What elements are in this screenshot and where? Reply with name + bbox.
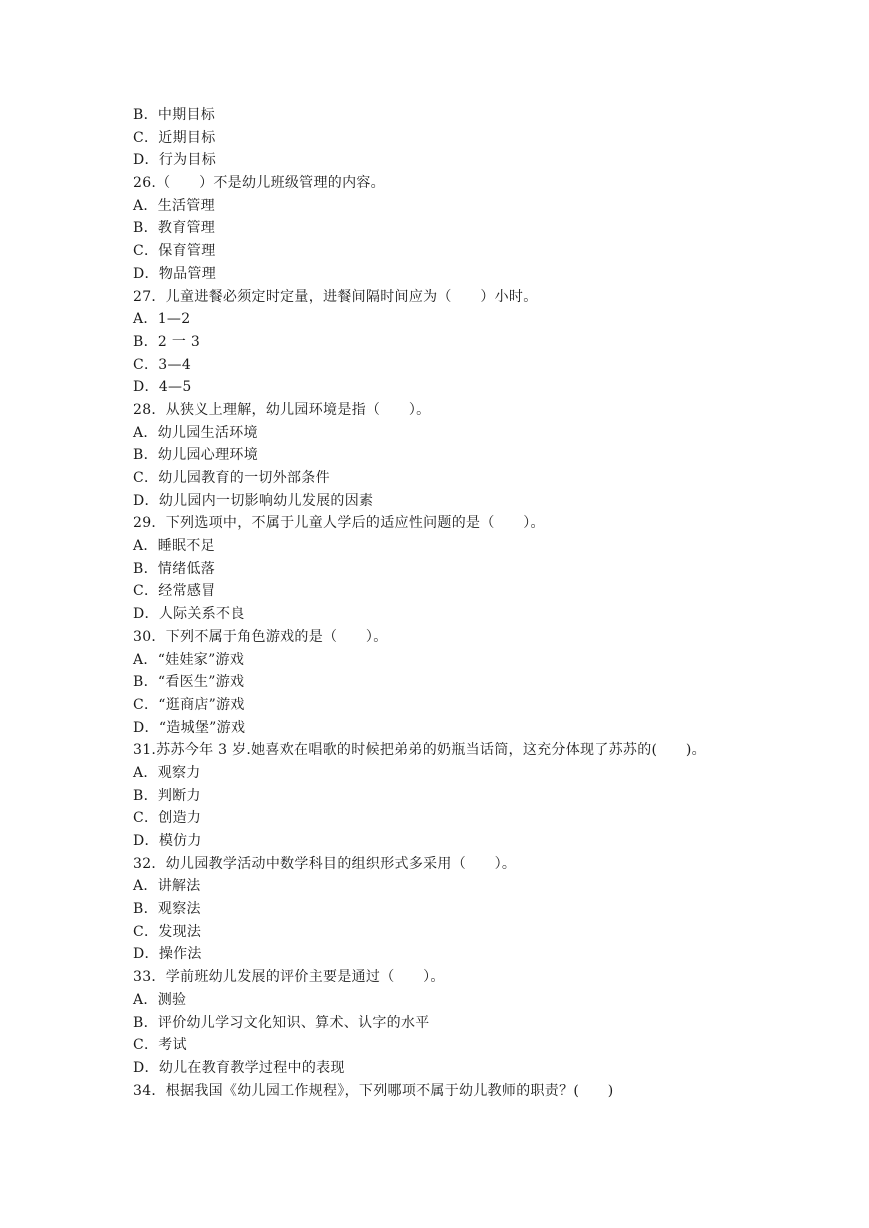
answer-option: C．近期目标: [133, 129, 216, 146]
question-text: 27．儿童进餐必须定时定量，进餐间隔时间应为（ ）小时。: [133, 288, 538, 305]
question-text: 30．下列不属于角色游戏的是（ ）。: [133, 628, 388, 645]
question-text: 29．下列选项中，不属于儿童人学后的适应性问题的是（ ）。: [133, 515, 545, 532]
answer-option: C．保育管理: [133, 243, 216, 260]
answer-option: A．测验: [133, 991, 187, 1008]
answer-option: D．4—5: [133, 379, 192, 396]
question-text: 34．根据我国《幼儿园工作规程》，下列哪项不属于幼儿教师的职责？( ): [133, 1082, 614, 1099]
answer-option: D．模仿力: [133, 833, 202, 849]
answer-option: A．“娃娃家”游戏: [133, 651, 245, 668]
answer-option: B．观察法: [133, 901, 201, 918]
question-list: [133, 104, 813, 1102]
question-text: 28．从狭义上理解，幼儿园环境是指（ ）。: [133, 401, 431, 418]
answer-option: C．幼儿园教育的一切外部条件: [133, 470, 330, 486]
question-text: 31.苏苏今年 3 岁.她喜欢在唱歌的时候把弟弟的奶瓶当话筒，这充分体现了苏苏的( )。: [133, 742, 706, 759]
answer-option: D．操作法: [133, 946, 202, 963]
answer-option: C．经常感冒: [133, 583, 216, 600]
question-text: 32．幼儿园教学活动中数学科目的组织形式多采用（ ）。: [133, 855, 517, 872]
answer-option: B．教育管理: [133, 220, 216, 237]
answer-option: D．幼儿在教育教学过程中的表现: [133, 1059, 345, 1076]
answer-option: D．物品管理: [133, 265, 217, 282]
answer-option: A．生活管理: [133, 197, 215, 214]
answer-option: A．观察力: [133, 764, 201, 781]
answer-option: D．幼儿园内一切影响幼儿发展的因素: [133, 492, 374, 509]
answer-option: B．2 一 3: [133, 333, 201, 350]
answer-option: D．人际关系不良: [133, 606, 245, 623]
answer-option: D．“造城堡”游戏: [133, 719, 246, 736]
answer-option: A．睡眠不足: [133, 538, 215, 555]
question-text: 33．学前班幼儿发展的评价主要是通过（ ）。: [133, 969, 445, 986]
answer-option: C．创造力: [133, 810, 202, 827]
answer-option: C．考试: [133, 1037, 187, 1054]
answer-option: B．情绪低落: [133, 560, 216, 577]
answer-option: C．“逛商店”游戏: [133, 696, 245, 713]
answer-option: B．评价幼儿学习文化知识、算术、认字的水平: [133, 1014, 430, 1031]
answer-option: B．判断力: [133, 787, 201, 804]
answer-option: A．1—2: [133, 311, 191, 328]
answer-option: C．3—4: [133, 356, 192, 373]
answer-option: B．“看医生”游戏: [133, 674, 245, 691]
answer-option: A．幼儿园生活环境: [133, 424, 258, 441]
answer-option: A．讲解法: [133, 878, 201, 895]
answer-option: B．幼儿园心理环境: [133, 447, 258, 464]
answer-option: B．中期目标: [133, 107, 216, 123]
answer-option: C．发现法: [133, 923, 202, 940]
answer-option: D．行为目标: [133, 152, 217, 169]
question-text: 26.（ ）不是幼儿班级管理的内容。: [133, 175, 385, 192]
